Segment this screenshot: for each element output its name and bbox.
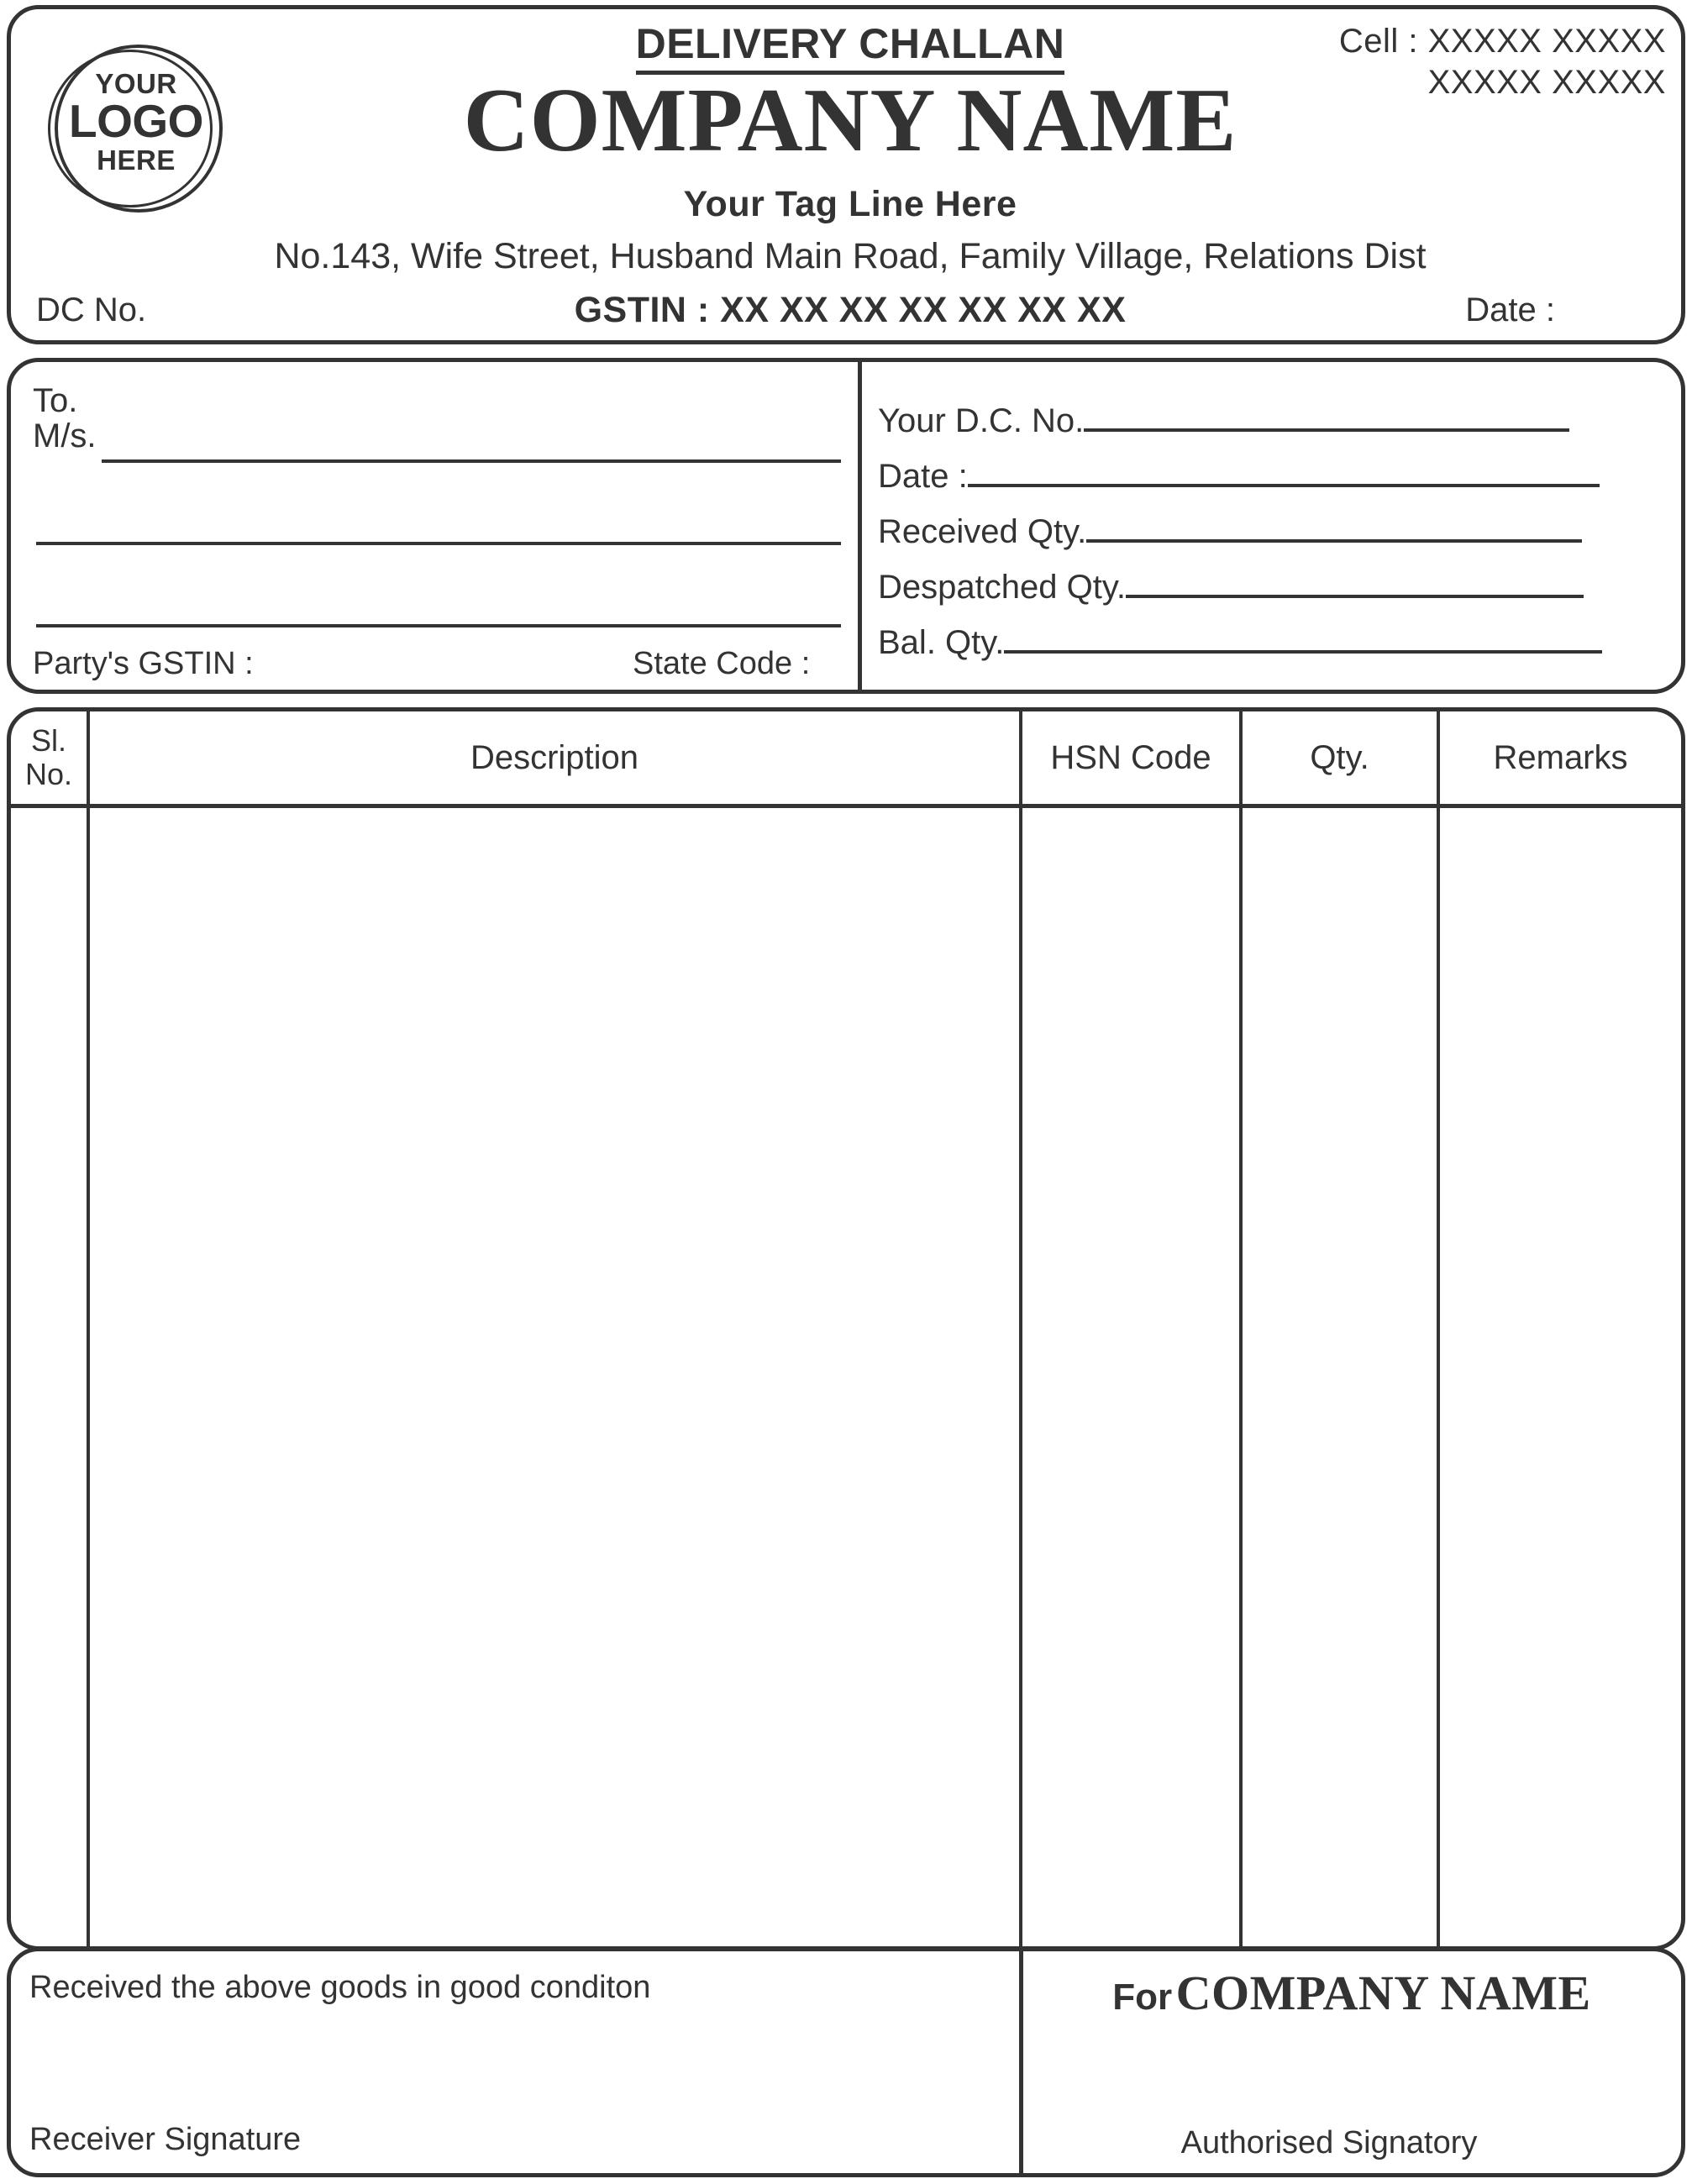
received-qty-field[interactable] — [878, 508, 1582, 551]
your-dc-no-label: Your D.C. No. — [878, 402, 1085, 440]
party-address-line-2[interactable] — [36, 542, 841, 545]
table-header-sl-no — [11, 711, 87, 804]
bal-qty-rule[interactable] — [1004, 619, 1602, 654]
table-header-description: Description — [470, 739, 639, 776]
table-divider-sl-no — [87, 711, 90, 1946]
middle-vertical-divider — [858, 362, 862, 690]
despatched-qty-rule[interactable] — [1126, 564, 1584, 598]
bal-qty-field[interactable] — [878, 619, 1602, 662]
table-divider-hsn — [1019, 711, 1022, 1946]
party-address-line-3[interactable] — [36, 624, 841, 627]
company-address: No.143, Wife Street, Husband Main Road, Family Village, Relations Dist — [274, 236, 1427, 276]
logo-line-here: HERE — [97, 144, 176, 176]
cell-line-1: Cell : XXXXX XXXXX — [1338, 23, 1666, 60]
company-gstin-label: GSTIN : XX XX XX XX XX XX XX — [574, 290, 1127, 330]
for-company-name: COMPANY NAME — [1175, 1966, 1591, 2020]
logo-line-logo: LOGO — [69, 95, 203, 147]
for-prefix: For — [1112, 1977, 1173, 2018]
your-dc-no-rule[interactable] — [1084, 397, 1569, 432]
dc-no-label: DC No. — [36, 291, 147, 328]
document-title-text: DELIVERY CHALLAN — [636, 20, 1065, 75]
received-goods-note: Received the above goods in good conditon — [29, 1970, 651, 2005]
received-qty-label: Received Qty. — [878, 513, 1087, 551]
company-name: COMPANY NAME — [463, 71, 1237, 171]
despatched-qty-label: Despatched Qty. — [878, 569, 1126, 606]
dc-date-label: Date : — [878, 458, 968, 496]
table-header-rule — [11, 804, 1681, 808]
date-label: Date : — [1465, 291, 1555, 328]
received-qty-rule[interactable] — [1086, 508, 1582, 543]
your-dc-no-field[interactable] — [878, 397, 1569, 440]
dc-date-rule[interactable] — [968, 453, 1600, 487]
items-table — [7, 707, 1685, 1950]
to-label: To. — [33, 382, 78, 419]
state-code-label: State Code : — [633, 646, 811, 681]
table-header-qty: Qty. — [1310, 739, 1369, 776]
table-divider-qty — [1239, 711, 1243, 1946]
bal-qty-label: Bal. Qty. — [878, 624, 1005, 662]
party-and-dc-details-section — [7, 358, 1685, 694]
table-header-remarks: Remarks — [1493, 739, 1628, 776]
for-company-block — [1022, 1965, 1681, 2021]
party-address-line-1[interactable] — [102, 459, 841, 463]
table-header-hsn-code: HSN Code — [1050, 739, 1211, 776]
dc-date-field[interactable] — [878, 453, 1600, 496]
header-section — [7, 5, 1685, 344]
footer-section — [7, 1947, 1685, 2177]
receiver-signature-label: Receiver Signature — [29, 2122, 302, 2157]
ms-label: M/s. — [33, 417, 97, 454]
party-gstin-label: Party's GSTIN : — [33, 646, 254, 681]
cell-line-2: XXXXX XXXXX — [1427, 63, 1666, 101]
table-divider-remarks — [1437, 711, 1440, 1946]
despatched-qty-field[interactable] — [878, 564, 1584, 606]
authorised-signatory-label: Authorised Signatory — [1180, 2125, 1478, 2160]
company-tagline: Your Tag Line Here — [683, 184, 1017, 224]
logo-line-your: YOUR — [95, 68, 177, 99]
table-header-sl-no-label: Sl. No. — [24, 723, 73, 791]
